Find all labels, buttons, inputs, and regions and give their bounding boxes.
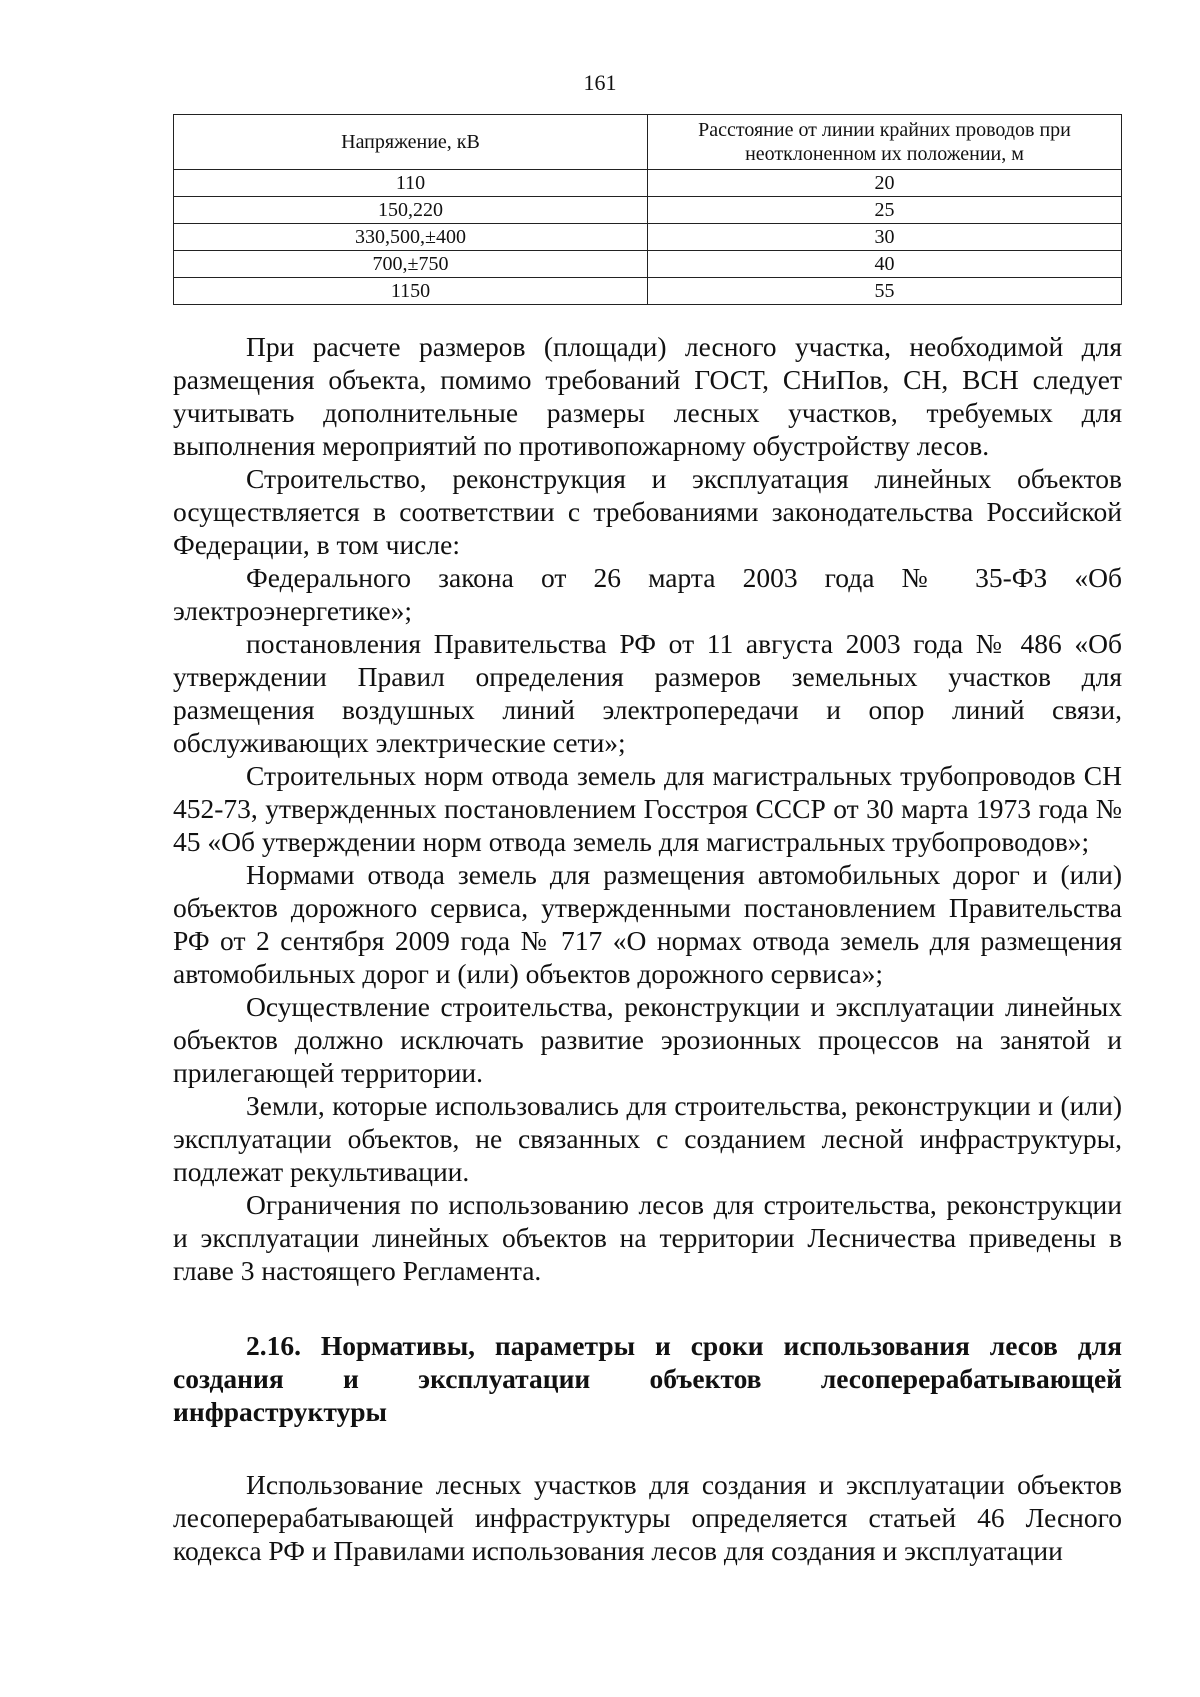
table-cell-voltage: 110	[174, 170, 648, 197]
paragraph: Федерального закона от 26 марта 2003 года № 35-ФЗ «Об электроэнергетике»;	[173, 562, 1122, 626]
table-cell-distance: 25	[648, 197, 1122, 224]
table-row	[174, 170, 1122, 197]
table-header-distance: Расстояние от линии крайних проводов при неотклоненном их положении, м	[648, 115, 1122, 170]
table-cell-voltage: 330,500,±400	[174, 224, 648, 251]
table-cell-distance: 30	[648, 224, 1122, 251]
table-cell-distance: 20	[648, 170, 1122, 197]
table-cell-voltage: 700,±750	[174, 251, 648, 278]
table-header-row	[174, 115, 1122, 170]
voltage-distance-table	[173, 114, 1122, 305]
paragraph: Земли, которые использовались для строительства, реконструкции и (или) эксплуатации объектов, не связанных с созданием лесной инфраструктуры, подлежат рекультивации.	[173, 1090, 1122, 1187]
table-header-voltage: Напряжение, кВ	[174, 115, 648, 170]
page-number: 161	[583, 70, 617, 95]
section-paragraph: Использование лесных участков для создания и эксплуатации объектов лесоперерабатывающей инфраструктуры определяется статьей 46 Лесного кодекса РФ и Правилами использования лесов для создания и эксплуатации	[173, 1469, 1122, 1566]
paragraph: Нормами отвода земель для размещения автомобильных дорог и (или) объектов дорожного сервиса, утвержденными постановлением Правительства РФ от 2 сентября 2009 года № 717 «О нормах отвода земель для размещения автомобильных дорог и (или) объектов дорожного сервиса»;	[173, 859, 1122, 989]
paragraph: постановления Правительства РФ от 11 августа 2003 года № 486 «Об утверждении Правил определения размеров земельных участков для размещения воздушных линий электропередачи и опор линий связи, обслуживающих электрические сети»;	[173, 628, 1122, 758]
paragraph: Осуществление строительства, реконструкции и эксплуатации линейных объектов должно исключать развитие эрозионных процессов на занятой и прилегающей территории.	[173, 991, 1122, 1088]
paragraph: Строительство, реконструкция и эксплуатация линейных объектов осуществляется в соответствии с требованиями законодательства Российской Федерации, в том числе:	[173, 463, 1122, 560]
paragraph: При расчете размеров (площади) лесного участка, необходимой для размещения объекта, помимо требований ГОСТ, СНиПов, СН, ВСН следует учитывать дополнительные размеры лесных участков, требуемых для выполнения мероприятий по противопожарному обустройству лесов.	[173, 331, 1122, 461]
section-heading: 2.16. Нормативы, параметры и сроки использования лесов для создания и эксплуатации объектов лесоперерабатывающей инфраструктуры	[173, 1330, 1122, 1427]
paragraph: Строительных норм отвода земель для магистральных трубопроводов СН 452-73, утвержденных постановлением Госстроя СССР от 30 марта 1973 года № 45 «Об утверждении норм отвода земель для магистральных трубопроводов»;	[173, 760, 1122, 857]
table-cell-distance: 40	[648, 251, 1122, 278]
table-row	[174, 251, 1122, 278]
table-row	[174, 278, 1122, 305]
paragraph: Ограничения по использованию лесов для строительства, реконструкции и эксплуатации линейных объектов на территории Лесничества приведены в главе 3 настоящего Регламента.	[173, 1189, 1122, 1286]
table-row	[174, 197, 1122, 224]
table-cell-voltage: 1150	[174, 278, 648, 305]
table-row	[174, 224, 1122, 251]
table-cell-distance: 55	[648, 278, 1122, 305]
table-cell-voltage: 150,220	[174, 197, 648, 224]
document-body	[173, 330, 1122, 1567]
